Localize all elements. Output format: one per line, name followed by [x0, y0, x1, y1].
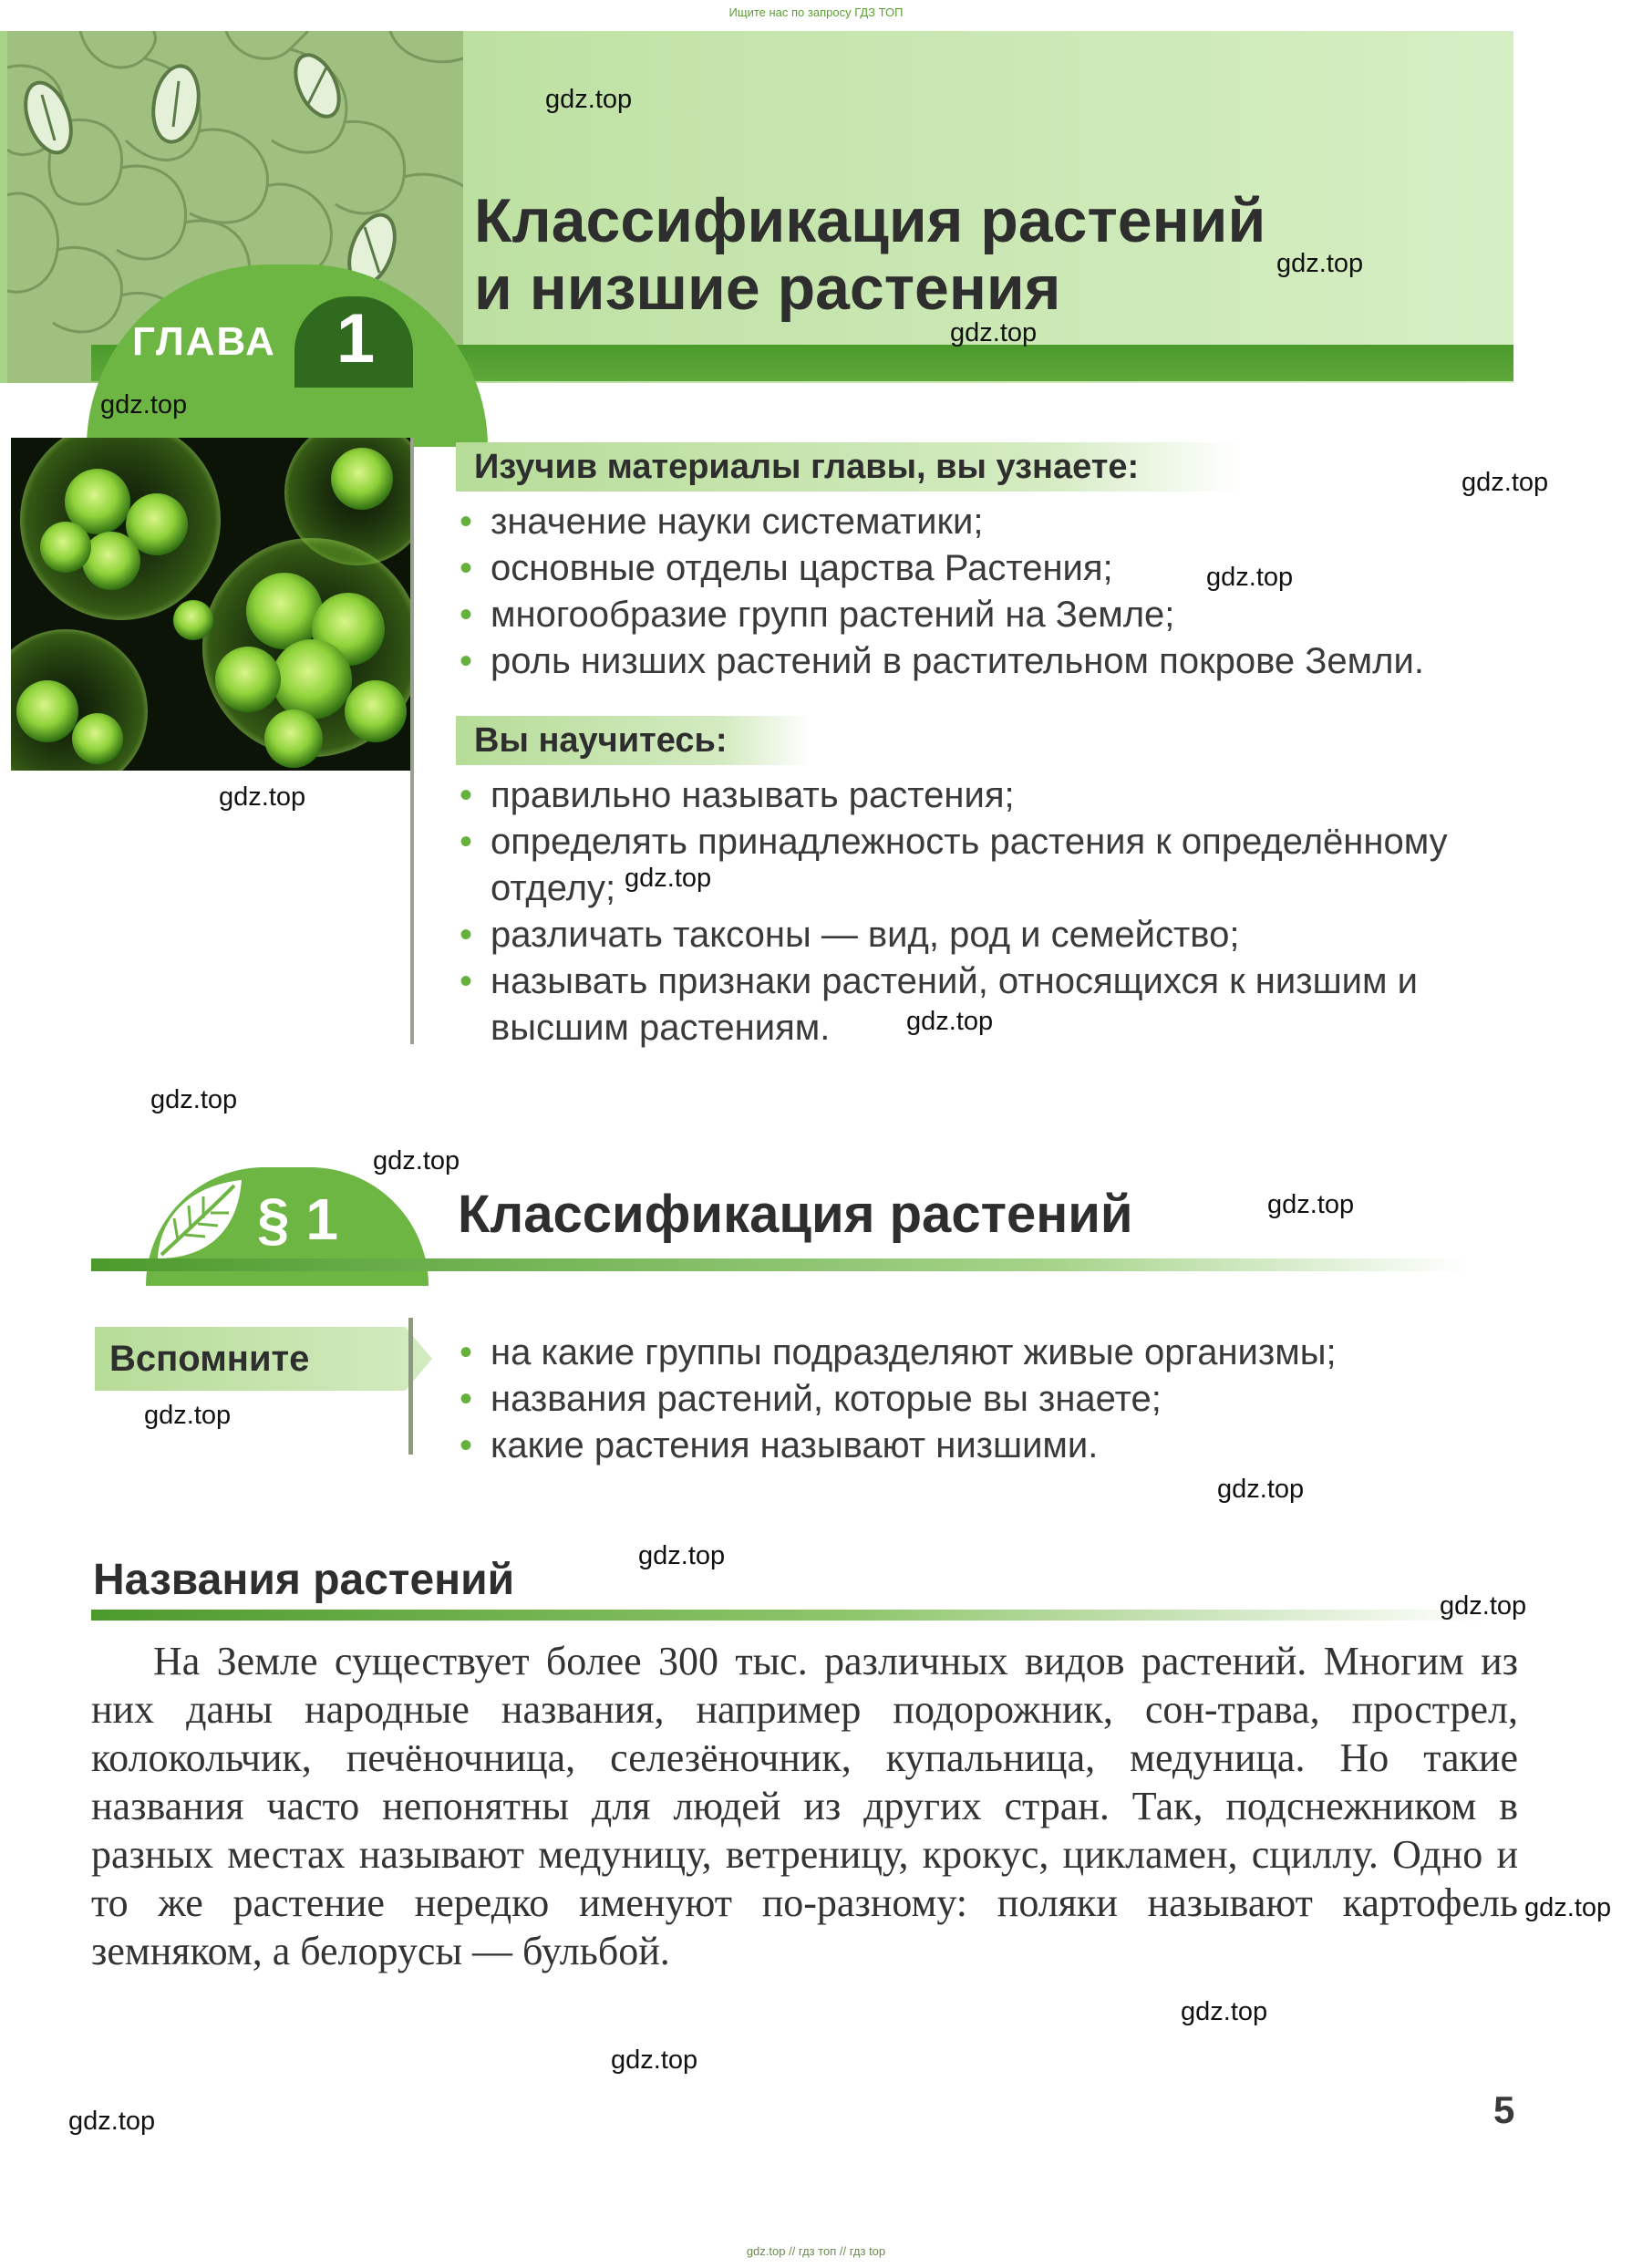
chapter-title-line-2: и низшие растения [474, 254, 1061, 323]
learn-item: • значение науки систематики; [456, 499, 1518, 545]
chapter-title-line-1: Классификация растений [474, 186, 1266, 255]
section-heading: Названия растений [93, 1556, 515, 1604]
learn-item: • основные отделы царства Растения; [456, 545, 1518, 592]
paragraph-title: Классификация растений [458, 1185, 1133, 1244]
remember-item: • названия растений, которые вы знаете; [456, 1376, 1518, 1423]
learn-block [456, 442, 1518, 685]
learn-list [456, 499, 1518, 685]
watermark: gdz.top [545, 85, 633, 114]
watermark: gdz.top [1206, 563, 1294, 592]
learn-heading: Изучив материалы главы, вы узнаете: [456, 442, 1240, 492]
skills-item: • определять принадлежность растения к определённому отделу; [456, 819, 1518, 912]
watermark: gdz.top [906, 1007, 994, 1036]
watermark: gdz.top [1181, 1997, 1268, 2026]
green-algae-photo [11, 438, 412, 771]
skills-heading: Вы научитесь: [456, 716, 811, 765]
paragraph-sign: § 1 [257, 1186, 338, 1252]
skills-item: • называть признаки растений, относящихся к низшим и высшим растениям. [456, 958, 1518, 1051]
page-number: 5 [1493, 2088, 1515, 2131]
leaf-icon [150, 1175, 251, 1266]
section-body [91, 1637, 1518, 1975]
watermark: gdz.top [100, 390, 188, 419]
watermark: gdz.top [1440, 1591, 1527, 1621]
watermark: gdz.top [68, 2107, 156, 2136]
watermark: gdz.top [144, 1401, 232, 1430]
remember-item: • на какие группы подразделяют живые организмы; [456, 1330, 1518, 1376]
watermark: gdz.top [1217, 1475, 1305, 1504]
bottom-note: gdz.top // гдз топ // гдз top [746, 2244, 886, 2258]
learn-item: • роль низших растений в растительном покрове Земли. [456, 638, 1518, 685]
skills-item: • различать таксоны — вид, род и семейство; [456, 912, 1518, 958]
chapter-label: ГЛАВА [132, 319, 276, 364]
chapter-number: 1 [336, 300, 376, 378]
section-underline [91, 1610, 1486, 1621]
learn-item: • многообразие групп растений на Земле; [456, 592, 1518, 638]
remember-list [456, 1330, 1518, 1469]
watermark: gdz.top [1276, 249, 1364, 278]
remember-block [456, 1330, 1518, 1469]
watermark: gdz.top [950, 318, 1038, 347]
watermark: gdz.top [638, 1541, 726, 1570]
remember-divider [408, 1318, 413, 1455]
watermark: gdz.top [219, 782, 306, 812]
watermark: gdz.top [1524, 1893, 1612, 1922]
watermark: gdz.top [611, 2045, 698, 2075]
watermark: gdz.top [1267, 1190, 1355, 1219]
remember-item: • какие растения называют низшими. [456, 1423, 1518, 1469]
skills-block [456, 716, 1518, 1051]
section-paragraph: На Земле существует более 300 тыс. различных видов растений. Многим из них даны народные названия, например подорожник, сон-трава, прострел, колокольчик, печёночница, селезёночник, купальница, медуница. Но такие названия часто непонятны для людей из других стран. Так, подснежником в разных местах называют медуницу, ветреницу, крокус, цикламен, сциллу. Одно и то же растение нередко именуют по-разному: поляки называют картофель земняком, а белорусы — бульбой. [91, 1639, 1518, 1973]
watermark: gdz.top [373, 1146, 460, 1175]
top-note: Ищите нас по запросу ГДЗ ТОП [728, 5, 904, 19]
skills-item: • правильно называть растения; [456, 772, 1518, 819]
remember-label: Вспомните [109, 1339, 310, 1379]
watermark: gdz.top [150, 1085, 238, 1114]
watermark: gdz.top [1462, 468, 1549, 497]
sidebar-divider [410, 438, 414, 1044]
watermark: gdz.top [625, 864, 712, 893]
paragraph-underline [91, 1258, 1468, 1271]
